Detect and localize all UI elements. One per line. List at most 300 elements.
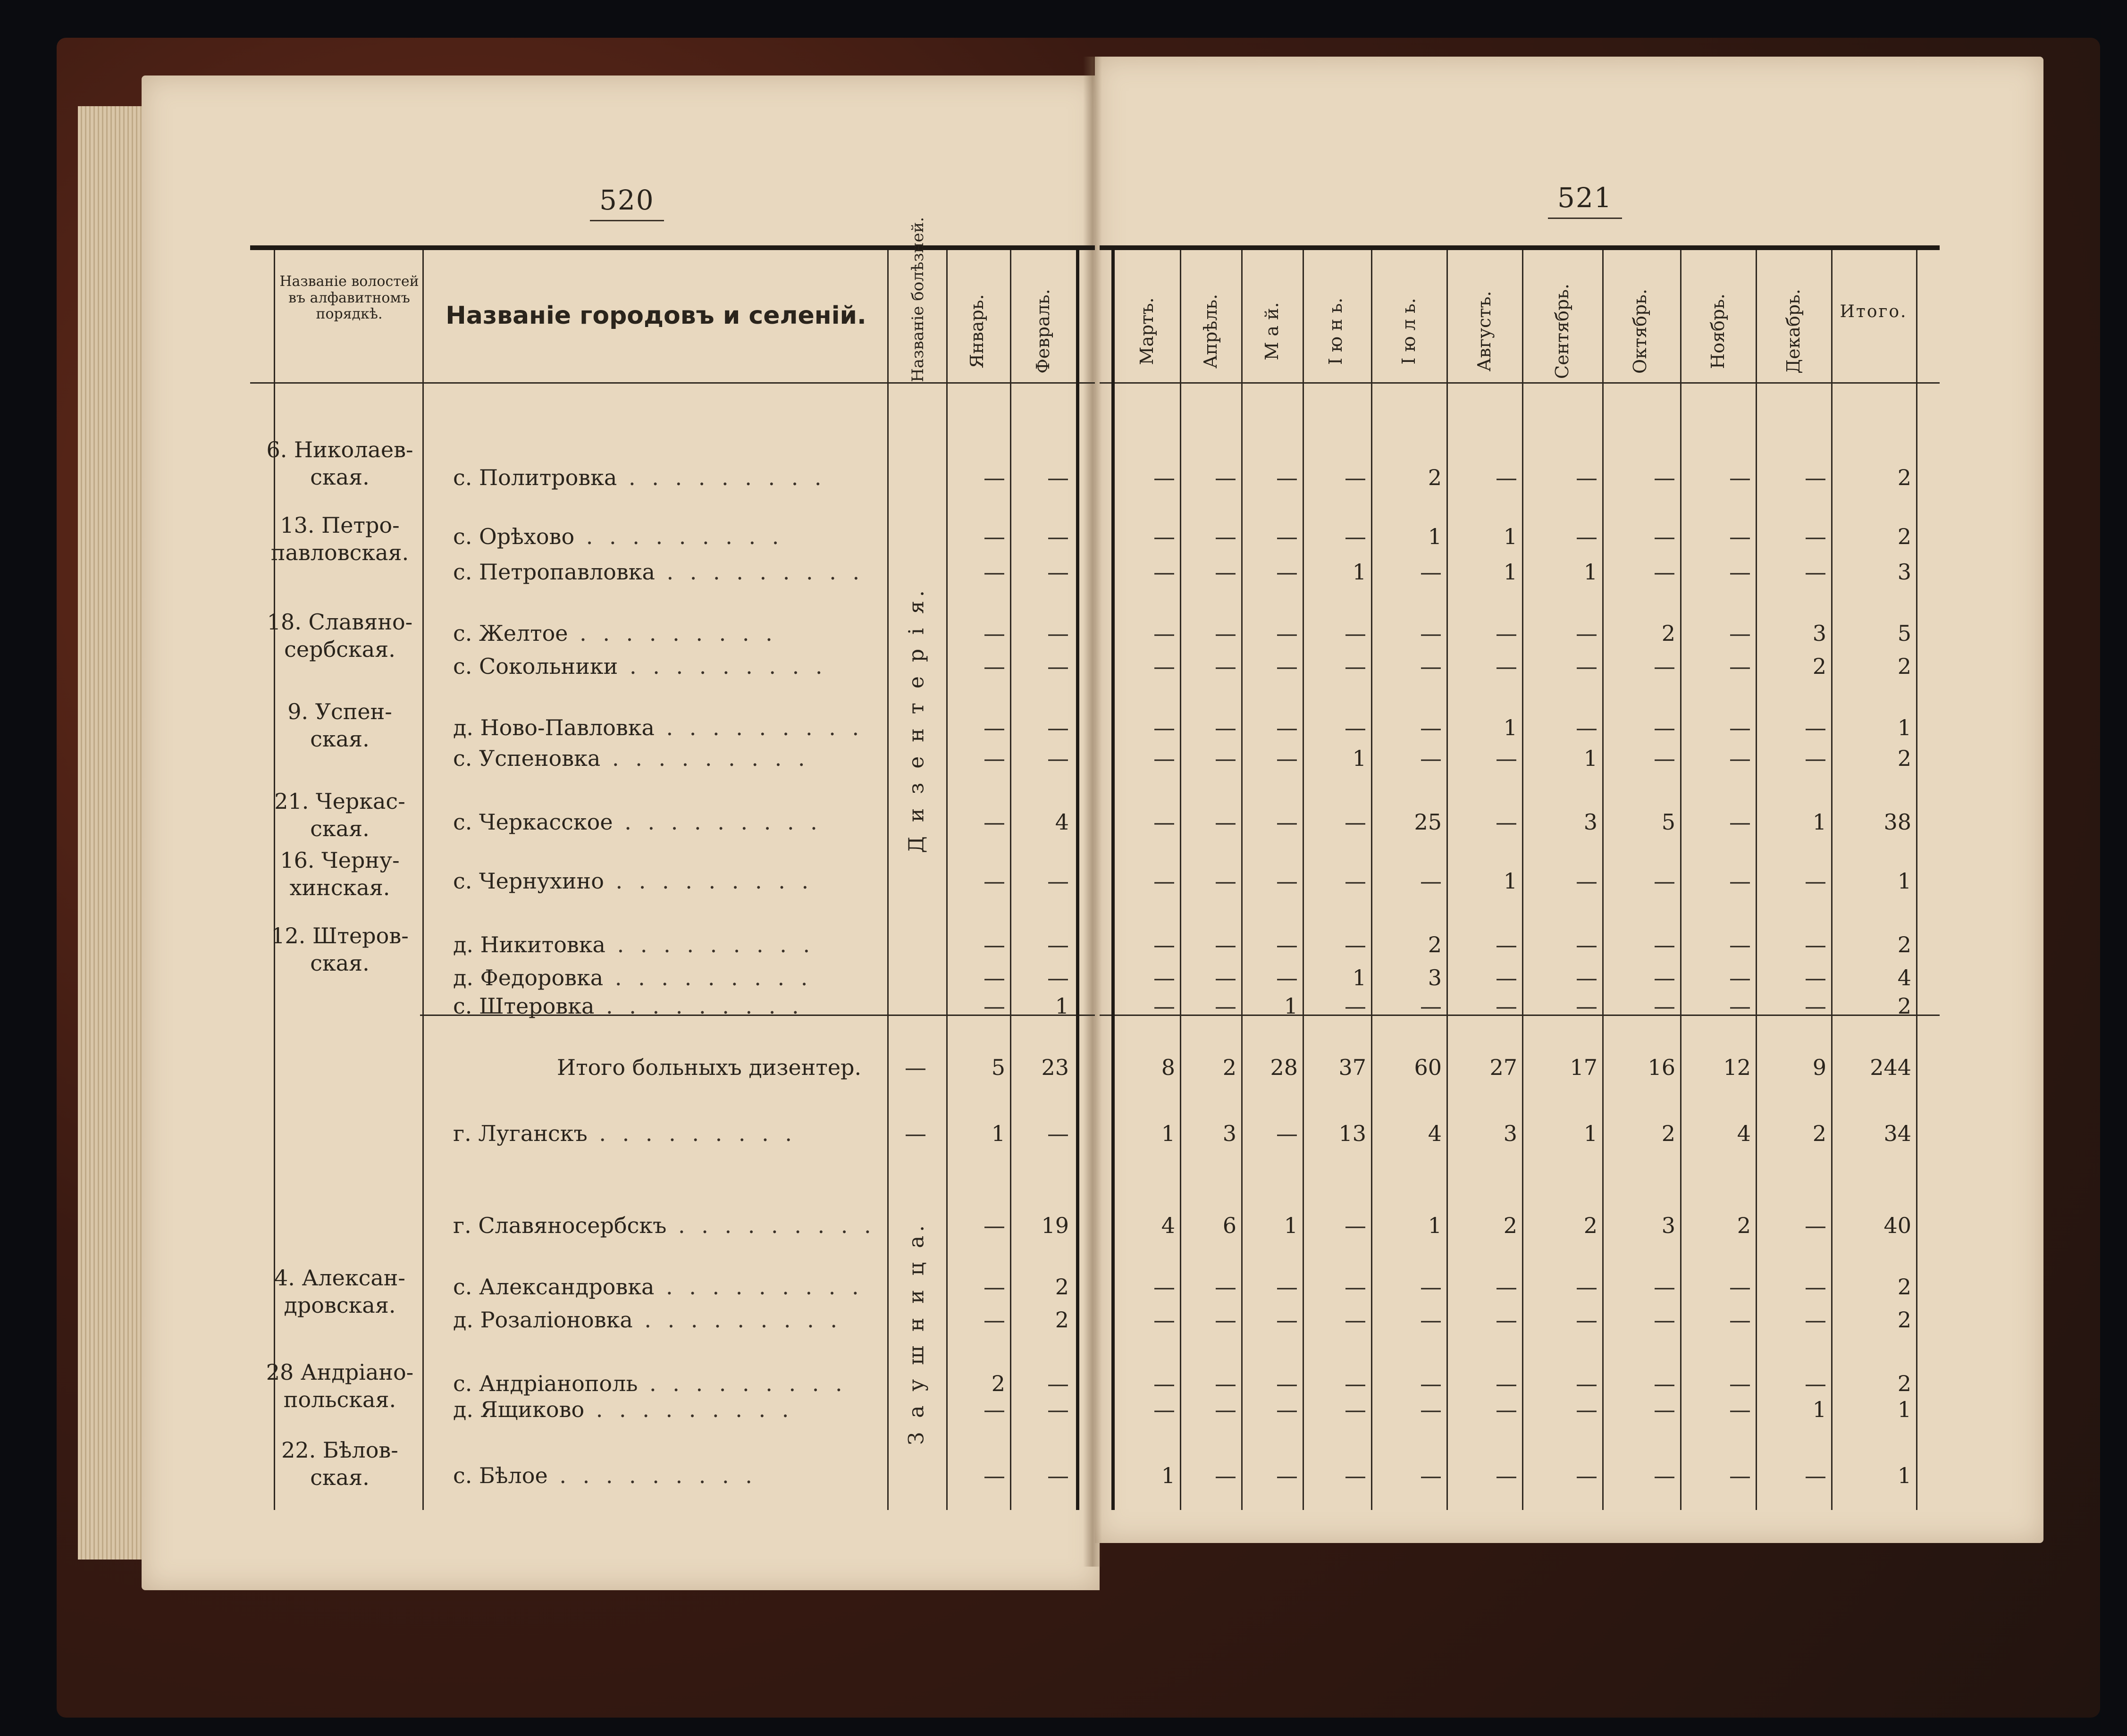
table-cell: 13 [1338,1121,1366,1146]
table-cell: — [1153,965,1175,990]
table-cell: — [1345,621,1366,646]
table-cell: — [1805,993,1826,1019]
table-cell: 1 [1428,1213,1442,1238]
table-cell: 2 [1897,654,1911,679]
table-cell: — [1576,868,1597,894]
table-cell: — [1420,621,1442,646]
top-rule-left [250,245,1095,250]
volost-name: 13. Петро- павловская. [270,512,409,565]
table-cell: — [1805,1213,1826,1238]
table-cell: — [984,465,1005,490]
table-cell: — [984,965,1005,990]
table-cell: — [1496,1463,1517,1488]
table-cell: — [1345,1307,1366,1333]
table-cell: — [1805,965,1826,990]
table-cell: — [1276,715,1298,740]
table-cell: — [1805,932,1826,957]
place-name: д. Ящиково . . . . . . . . . [453,1397,794,1422]
spine [1083,57,1102,1567]
table-cell: — [1153,1274,1175,1300]
leader-dots: . . . . . . . . . [618,654,827,679]
table-cell: — [1345,1213,1366,1238]
table-cell: 2 [1055,1274,1069,1300]
table-cell: — [984,993,1005,1019]
table-cell: — [1345,868,1366,894]
table-cell: — [1420,1371,1442,1396]
table-cell: — [1215,621,1236,646]
table-cell: 3 [1583,809,1597,835]
page-number-right: 521 [1548,182,1622,219]
leader-dots: . . . . . . . . . [617,465,826,490]
table-cell: — [1345,932,1366,957]
table-cell: — [1496,1397,1517,1422]
table-cell: — [1153,1307,1175,1333]
table-cell: 4 [1897,965,1911,990]
table-cell: — [1654,993,1675,1019]
table-cell: — [1153,868,1175,894]
table-cell: — [1215,524,1236,549]
table-cell: 12 [1723,1055,1751,1080]
disease-label: Д и з е н т е р і я. [904,587,929,853]
table-cell: 8 [1161,1055,1175,1080]
place-name: д. Ново-Павловка . . . . . . . . . [453,715,864,740]
table-cell: 2 [1897,993,1911,1019]
table-cell: — [1654,1371,1675,1396]
table-cell: — [1047,1121,1069,1146]
place-name: с. Черкасское . . . . . . . . . [453,809,822,835]
table-cell: — [1654,1307,1675,1333]
table-cell: 3 [1222,1121,1236,1146]
table-cell: — [1729,654,1751,679]
table-cell: 2 [1503,1213,1517,1238]
table-cell: — [1153,465,1175,490]
table-cell: — [1276,465,1298,490]
table-cell: — [1153,524,1175,549]
table-cell: — [1420,993,1442,1019]
leader-dots: . . . . . . . . . [603,965,813,990]
header-rule-right [1100,382,1940,384]
leader-dots: . . . . . . . . . [604,868,814,894]
table-cell: 60 [1414,1055,1442,1080]
table-cell: 2 [1428,465,1442,490]
table-cell: 244 [1870,1055,1911,1080]
table-cell: 5 [1897,621,1911,646]
table-cell: 4 [1055,809,1069,835]
col-line [1756,250,1757,1510]
table-cell: — [1153,993,1175,1019]
table-cell: 1 [1428,524,1442,549]
table-cell: — [984,524,1005,549]
table-cell: — [1729,621,1751,646]
table-cell: — [1576,1463,1597,1488]
col-line [1831,250,1833,1510]
header-month: І ю л ь. [1398,298,1419,365]
table-cell: — [1276,524,1298,549]
table-cell: — [1047,868,1069,894]
table-cell: — [1805,559,1826,585]
table-cell: — [1576,654,1597,679]
table-cell: — [1153,715,1175,740]
table-cell: — [1215,993,1236,1019]
table-cell: — [1496,1371,1517,1396]
table-cell: 2 [991,1371,1005,1396]
table-cell: — [1729,1274,1751,1300]
table-cell: — [984,932,1005,957]
table-cell: — [1153,1397,1175,1422]
table-cell: — [1345,809,1366,835]
table-cell: — [1496,654,1517,679]
leader-dots: . . . . . . . . . [584,1397,794,1422]
table-cell: — [1276,746,1298,771]
col-line [1111,250,1115,1510]
table-cell: — [1654,715,1675,740]
header-month: Декабрь. [1783,289,1804,374]
col-line [1602,250,1604,1510]
table-cell: 27 [1489,1055,1517,1080]
table-cell: 1 [1897,868,1911,894]
table-cell: — [1729,993,1751,1019]
col-line [946,250,948,1510]
table-cell: 2 [1055,1307,1069,1333]
table-cell: 6 [1222,1213,1236,1238]
table-cell: — [984,559,1005,585]
header-month: Февраль. [1033,289,1053,374]
table-cell: — [1215,559,1236,585]
col-line [1371,250,1372,1510]
table-cell: 3 [1812,621,1826,646]
volost-name: 6. Николаев- ская. [266,437,413,490]
table-cell: 1 [1897,1463,1911,1488]
table-cell: 1 [1352,746,1366,771]
table-cell: — [1215,654,1236,679]
table-cell: — [1496,993,1517,1019]
table-cell: 34 [1883,1121,1911,1146]
table-cell: — [1654,654,1675,679]
table-cell: 1 [1812,1397,1826,1422]
table-cell: — [1805,868,1826,894]
table-cell: — [1215,1463,1236,1488]
table-cell: — [1153,746,1175,771]
col-line [1076,250,1079,1510]
table-cell: — [1276,1463,1298,1488]
table-cell: — [1576,465,1597,490]
table-cell: — [1276,1371,1298,1396]
place-name: с. Александровка . . . . . . . . . [453,1274,864,1300]
table-cell: — [1153,932,1175,957]
table-cell: — [1496,965,1517,990]
place-name: Итого больныхъ дизентер. [557,1055,862,1080]
place-name: д. Розаліоновка . . . . . . . . . [453,1307,842,1333]
table-cell: 5 [1661,809,1675,835]
table-cell: — [1496,621,1517,646]
table-cell: 1 [1161,1121,1175,1146]
table-cell: 1 [1503,559,1517,585]
table-cell: — [1345,465,1366,490]
header-month: Апрѣль. [1200,294,1221,369]
col-line [1522,250,1523,1510]
table-cell: — [1047,465,1069,490]
table-cell: — [1345,1371,1366,1396]
header-volost: Названіе волостей въ алфавитномъ порядкѣ. [279,273,419,322]
table-cell: — [1576,965,1597,990]
table-cell: — [1576,621,1597,646]
table-cell: 1 [1503,868,1517,894]
header-month: Мартъ. [1136,297,1157,365]
table-cell: — [1276,621,1298,646]
table-cell: 28 [1270,1055,1298,1080]
table-cell: 3 [1897,559,1911,585]
header-month: М а й. [1261,302,1282,361]
table-cell: — [1729,524,1751,549]
table-cell: 1 [1352,559,1366,585]
place-name: с. Штеровка . . . . . . . . . [453,993,804,1019]
table-cell: 2 [1897,1274,1911,1300]
table-cell: — [1420,1463,1442,1488]
table-cell: 19 [1041,1213,1069,1238]
table-cell: — [1805,1274,1826,1300]
table-cell: — [1496,1307,1517,1333]
leader-dots: . . . . . . . . . [547,1463,757,1488]
table-cell: 2 [1661,621,1675,646]
table-cell: 2 [1661,1121,1675,1146]
table-cell: — [1805,1371,1826,1396]
table-cell: 1 [1352,965,1366,990]
leader-dots: . . . . . . . . . [600,746,810,771]
table-cell: — [1654,559,1675,585]
volost-name: 18. Славяно- сербская. [267,609,413,662]
table-cell: — [1215,1371,1236,1396]
table-cell: — [1654,524,1675,549]
place-name: с. Чернухино . . . . . . . . . [453,868,814,894]
table-cell: — [1729,965,1751,990]
table-cell: 40 [1883,1213,1911,1238]
table-cell: — [1215,965,1236,990]
table-cell: — [1215,1397,1236,1422]
table-cell: 4 [1737,1121,1751,1146]
table-cell: — [905,1121,926,1146]
table-cell: 1 [1897,1397,1911,1422]
table-cell: 4 [1161,1213,1175,1238]
col-line [1303,250,1304,1510]
table-cell: — [1805,746,1826,771]
table-cell: — [1805,524,1826,549]
table-cell: — [1047,932,1069,957]
table-cell: — [1420,1397,1442,1422]
table-cell: — [1654,465,1675,490]
table-cell: — [1420,715,1442,740]
place-name: с. Желтое . . . . . . . . . [453,621,777,646]
table-cell: 1 [1503,715,1517,740]
table-cell: 1 [1503,524,1517,549]
table-cell: 1 [1284,993,1298,1019]
table-cell: — [1729,715,1751,740]
header-place: Названіе городовъ и селеній. [446,302,866,330]
place-name: с. Успеновка . . . . . . . . . [453,746,810,771]
leader-dots: . . . . . . . . . [666,1213,876,1238]
leader-dots: . . . . . . . . . [654,715,864,740]
place-name: с. Андріанополь . . . . . . . . . [453,1371,847,1396]
col-line [1916,250,1917,1510]
place-name: г. Славяносербскъ . . . . . . . . . [453,1213,876,1238]
table-cell: — [1729,1463,1751,1488]
header-month: І ю н ь. [1325,297,1346,365]
table-cell: 1 [1583,559,1597,585]
table-cell: — [1047,746,1069,771]
table-cell: 2 [1897,1371,1911,1396]
table-cell: — [1496,1274,1517,1300]
table-cell: — [1729,1371,1751,1396]
table-cell: 37 [1338,1055,1366,1080]
table-cell: — [1420,1307,1442,1333]
leader-dots: . . . . . . . . . [655,559,865,585]
place-name: д. Никитовка . . . . . . . . . [453,932,815,957]
page-edges [78,106,144,1560]
leader-dots: . . . . . . . . . [568,621,777,646]
table-cell: — [1805,715,1826,740]
table-cell: — [1345,524,1366,549]
table-cell: 2 [1812,1121,1826,1146]
table-cell: — [1153,621,1175,646]
table-cell: — [1215,1307,1236,1333]
header-month: Ноябрь. [1707,294,1728,369]
place-name: с. Сокольники . . . . . . . . . [453,654,827,679]
table-cell: — [1654,932,1675,957]
table-cell: — [1215,465,1236,490]
table-cell: — [1047,715,1069,740]
leader-dots: . . . . . . . . . [587,1121,797,1146]
page-number-left: 520 [590,184,664,221]
table-cell: — [1654,1274,1675,1300]
table-cell: — [1276,1121,1298,1146]
table-cell: — [1576,1307,1597,1333]
table-cell: — [1153,559,1175,585]
volost-name: 16. Черну- хинская. [280,847,400,900]
table-cell: 2 [1897,465,1911,490]
table-cell: — [1047,1397,1069,1422]
table-cell: — [1729,1397,1751,1422]
table-cell: — [1805,1307,1826,1333]
table-cell: 1 [1897,715,1911,740]
table-cell: — [1215,932,1236,957]
table-cell: 9 [1812,1055,1826,1080]
leader-dots: . . . . . . . . . [613,809,822,835]
leader-dots: . . . . . . . . . [654,1274,864,1300]
table-cell: — [1345,993,1366,1019]
table-cell: — [1576,524,1597,549]
table-cell: — [1729,1307,1751,1333]
table-cell: — [1047,524,1069,549]
table-cell: 2 [1897,1307,1911,1333]
table-cell: 23 [1041,1055,1069,1080]
table-cell: 5 [991,1055,1005,1080]
table-cell: — [1276,654,1298,679]
table-cell: — [1153,809,1175,835]
table-cell: — [1654,965,1675,990]
table-cell: 2 [1428,932,1442,957]
table-cell: 1 [1812,809,1826,835]
table-cell: 2 [1737,1213,1751,1238]
table-cell: — [1729,809,1751,835]
table-cell: — [1345,1463,1366,1488]
volost-name: 22. Бѣлов- ская. [281,1437,398,1490]
table-cell: — [1153,1371,1175,1396]
table-cell: — [984,621,1005,646]
table-cell: 1 [991,1121,1005,1146]
table-cell: — [1276,1397,1298,1422]
header-disease: Названіе болѣзней. [908,217,927,382]
table-cell: 2 [1222,1055,1236,1080]
header-month: Январь. [967,294,987,369]
table-cell: — [1047,621,1069,646]
header-month: Октябрь. [1630,289,1650,374]
table-cell: — [1215,746,1236,771]
table-cell: — [1276,1274,1298,1300]
place-name: с. Петропавловка . . . . . . . . . [453,559,865,585]
table-cell: — [1576,1371,1597,1396]
top-rule-right [1100,245,1940,250]
table-cell: — [1215,868,1236,894]
table-cell: — [1047,965,1069,990]
place-name: г. Луганскъ . . . . . . . . . [453,1121,797,1146]
leader-dots: . . . . . . . . . [632,1307,842,1333]
table-cell: — [1729,559,1751,585]
table-cell: — [1576,932,1597,957]
table-cell: — [1805,465,1826,490]
table-cell: — [984,868,1005,894]
table-cell: — [1576,1274,1597,1300]
table-cell: — [1654,868,1675,894]
table-cell: — [984,654,1005,679]
header-month: Августъ. [1474,291,1495,372]
col-line [1010,250,1011,1510]
table-cell: — [1420,559,1442,585]
table-cell: — [1576,715,1597,740]
table-cell: — [1420,654,1442,679]
table-cell: 16 [1648,1055,1675,1080]
table-cell: — [1215,715,1236,740]
table-cell: — [984,1307,1005,1333]
table-cell: — [1276,932,1298,957]
table-cell: 1 [1161,1463,1175,1488]
table-cell: 1 [1055,993,1069,1019]
table-cell: 2 [1897,932,1911,957]
volost-name: 12. Штеров- ская. [271,923,409,976]
table-cell: — [1345,1274,1366,1300]
table-cell: — [1345,715,1366,740]
table-cell: — [984,1274,1005,1300]
table-cell: — [1729,465,1751,490]
table-cell: — [1420,1274,1442,1300]
table-cell: 3 [1661,1213,1675,1238]
table-cell: — [1576,993,1597,1019]
table-cell: — [1215,809,1236,835]
table-cell: — [1276,965,1298,990]
volost-name: 21. Черкас- ская. [274,788,405,841]
table-cell: 4 [1428,1121,1442,1146]
table-cell: — [1047,559,1069,585]
table-cell: — [984,1213,1005,1238]
header-total: Итого. [1840,302,1908,321]
table-cell: — [1420,746,1442,771]
table-cell: 25 [1414,809,1442,835]
leader-dots: . . . . . . . . . [605,932,815,957]
table-cell: — [1215,1274,1236,1300]
disease-label: З а у ш н и ц а. [904,1221,929,1445]
table-cell: — [1496,746,1517,771]
volost-name: 9. Успен- ская. [287,699,392,752]
place-name: с. Орѣхово . . . . . . . . . [453,524,784,549]
table-cell: — [1276,1307,1298,1333]
